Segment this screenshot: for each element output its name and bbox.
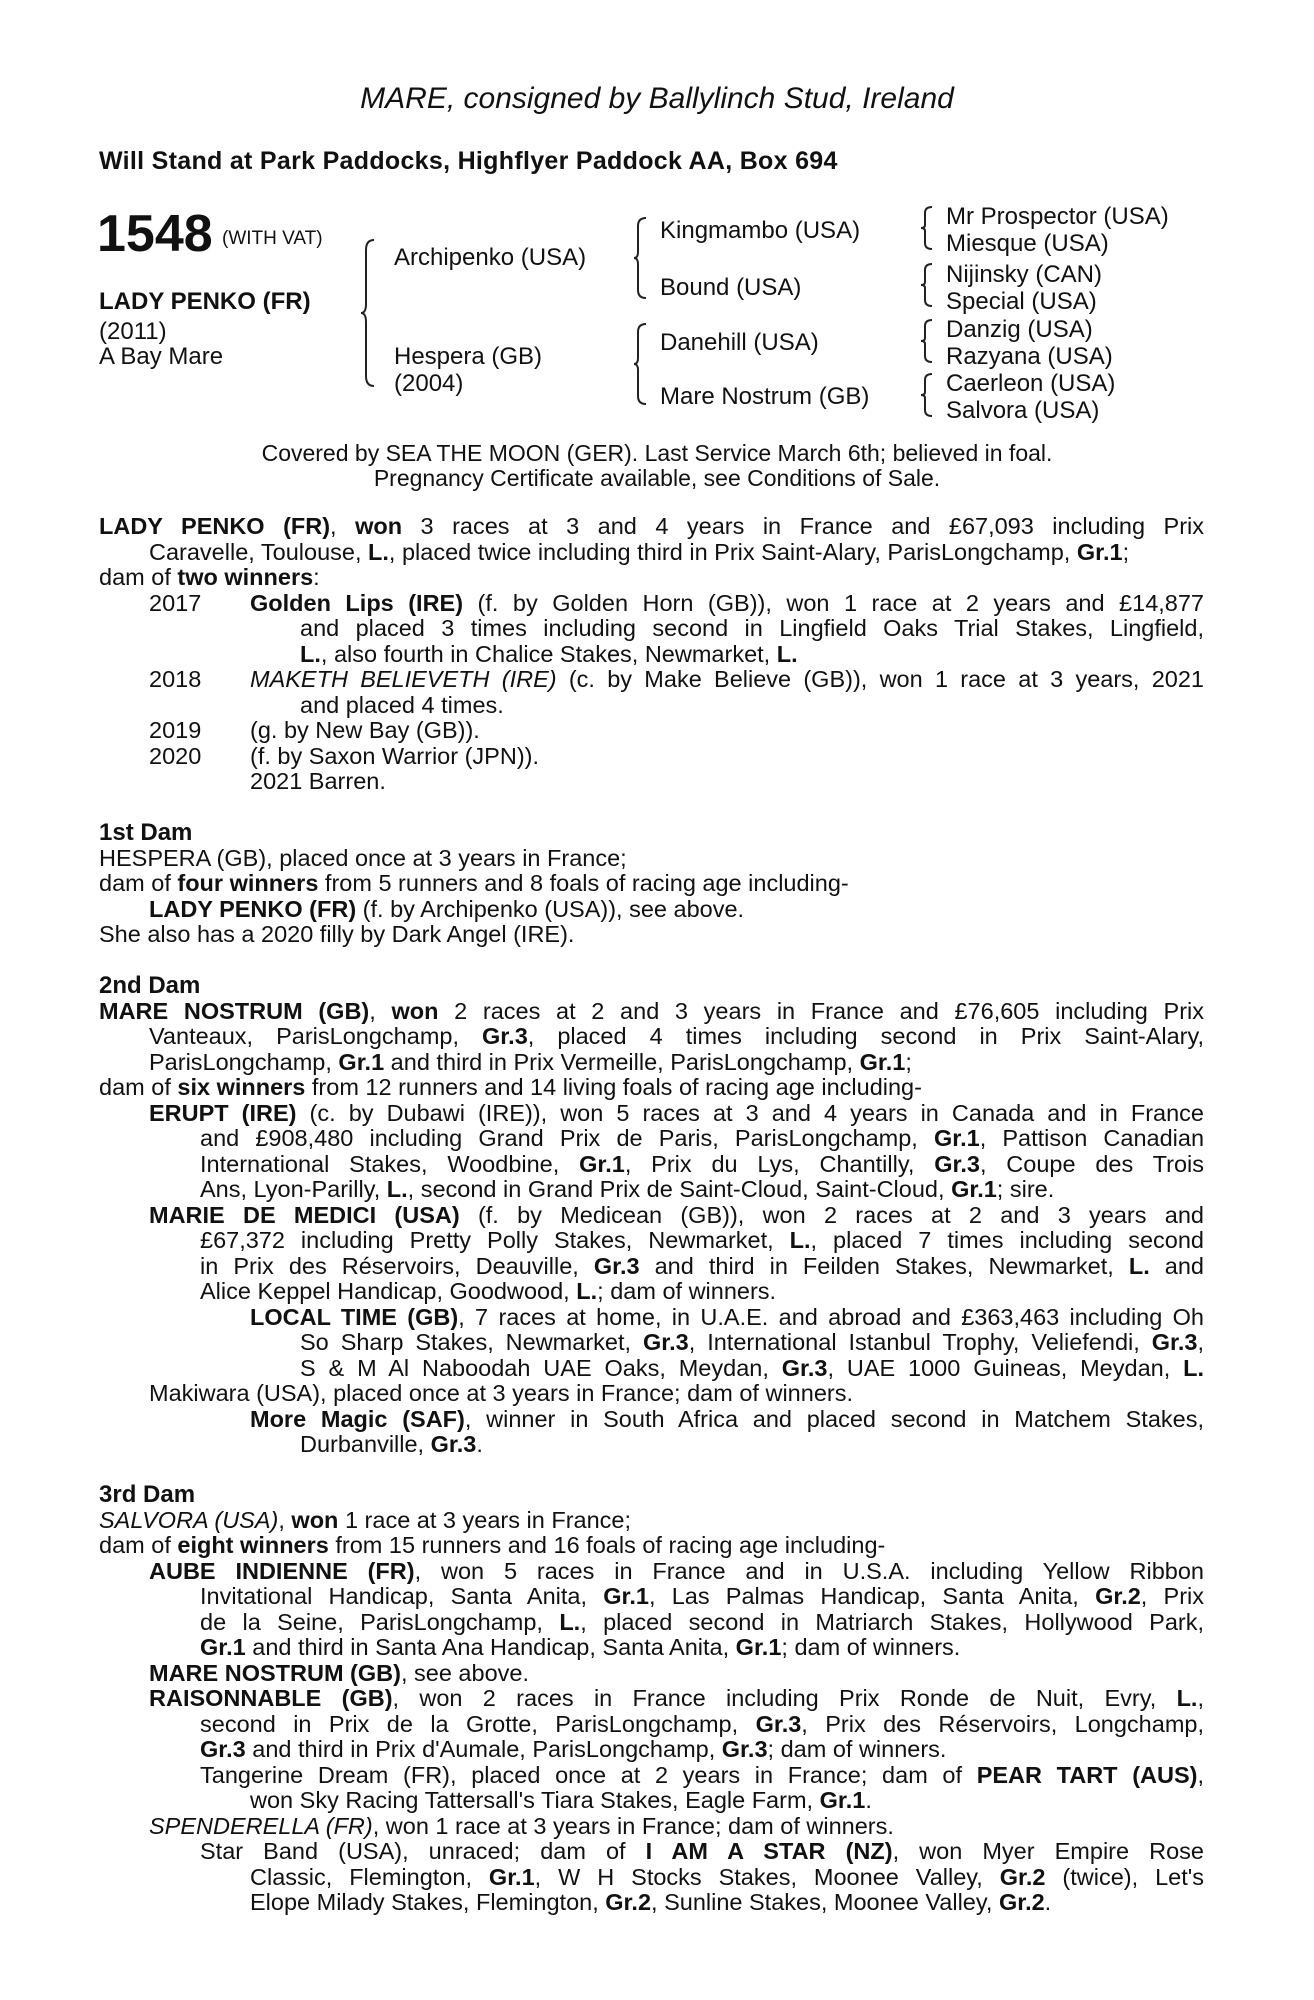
text-span: Gr.3 <box>1151 1329 1198 1355</box>
pedigree-brace-g3-1 <box>920 205 934 251</box>
text-span: and third in Prix d'Aumale, ParisLongchamp, <box>245 1736 722 1762</box>
text-span: , see above. <box>400 1659 529 1686</box>
pedigree-dam: Hespera (GB) <box>394 343 543 370</box>
text-span: L. <box>1183 1354 1204 1381</box>
text-span: (c. by Make Believe (GB)), won 1 race at 3 years, 2021 <box>556 666 1204 692</box>
text-span <box>200 1610 1204 1636</box>
text-span <box>300 1330 1204 1356</box>
text-span: Gr.1 <box>488 1863 535 1890</box>
text-line: Makiwara (USA), placed once at 3 years in France; dam of winners. <box>149 1380 853 1406</box>
text-span <box>200 1152 1204 1178</box>
text-span: Gr.3 <box>200 1736 246 1762</box>
pedigree-dam-year: (2004) <box>394 370 464 397</box>
text-span: , also fourth in Chalice Stakes, Newmarket, <box>320 640 777 667</box>
text-span: LADY PENKO (FR) <box>149 895 357 922</box>
text-line <box>250 591 1204 617</box>
pedigree-gen3-2: Miesque (USA) <box>946 230 1109 257</box>
text-span: Gr.2 <box>1095 1583 1141 1609</box>
horse-name-ref: LADY PENKO (FR) <box>99 513 331 539</box>
text-span: L. <box>386 1176 408 1202</box>
text-line <box>250 1407 1204 1433</box>
text-line <box>149 1203 1204 1229</box>
text-span: MARE NOSTRUM (GB) <box>99 997 370 1024</box>
text-line <box>200 1152 1204 1178</box>
text-span: de la Seine, ParisLongchamp, <box>200 1608 560 1635</box>
text-line <box>250 1890 1051 1916</box>
text-span: Gr.2 <box>605 1889 652 1915</box>
stand-location: Will Stand at Park Paddocks, Highflyer Paddock AA, Box 694 <box>99 147 838 175</box>
text-span: , winner in South Africa and placed second in Matchem Stakes, <box>464 1405 1204 1432</box>
text-span: , <box>1197 1329 1204 1355</box>
text-span: . <box>1044 1889 1052 1915</box>
text-span: Gr.1 <box>1076 538 1123 565</box>
text-span: ERUPT (IRE) <box>149 1099 297 1126</box>
text-line <box>300 642 798 668</box>
text-span: 3 races at 3 and 4 years in France and £67,093 including Prix <box>420 513 1205 539</box>
text-span: Durbanville, <box>300 1431 431 1457</box>
text-span: Ans, Lyon-Parilly, <box>200 1176 387 1202</box>
produce-year: 2018 <box>149 666 202 692</box>
pedigree-gen3-6: Razyana (USA) <box>946 343 1113 370</box>
text-line <box>300 1432 483 1458</box>
text-span: RAISONNABLE (GB) <box>149 1685 393 1711</box>
text-span: (f. by Medicean (GB)), won 2 races at 2 and 3 years and <box>459 1201 1204 1228</box>
text-span: SALVORA (USA) <box>99 1506 279 1533</box>
text-line <box>200 1839 1204 1865</box>
text-span: ; sire. <box>996 1176 1055 1202</box>
text-span: , placed twice including third in Prix Saint-Alary, ParisLongchamp, <box>388 538 1077 565</box>
text-span: Gr.3 <box>593 1252 640 1279</box>
text-span: (f. by Archipenko (USA)), see above. <box>356 895 745 922</box>
text-span: MARE NOSTRUM (GB), won 2 races at 2 and 3 years in France and £76,605 including Prix <box>99 997 1205 1024</box>
text-span: ; <box>905 1048 912 1075</box>
text-span: 2 races at 2 and 3 years in France and £76,605 including Prix <box>438 997 1205 1024</box>
text-span: 1 race at 3 years in France; <box>338 1506 632 1533</box>
text-span: (f. by Golden Horn (GB)), won 1 race at 2 years and £14,877 <box>463 589 1204 616</box>
text-span: Gr.1 <box>579 1150 625 1177</box>
text-span <box>200 1763 1204 1789</box>
text-span: S & M Al Naboodah UAE Oaks, Meydan, <box>300 1354 782 1381</box>
text-span <box>200 1839 1204 1865</box>
text-span: from 5 runners and 8 foals of racing age including- <box>318 870 849 896</box>
text-line <box>99 565 320 591</box>
text-line <box>149 1814 894 1840</box>
produce-year: 2017 <box>149 589 202 616</box>
text-line <box>200 1126 1204 1152</box>
text-span: from 12 runners and 14 living foals of racing age including- <box>305 1074 922 1100</box>
pregnancy-note: Pregnancy Certificate available, see Conditions of Sale. <box>373 465 941 491</box>
text-span: and £908,480 including Grand Prix de Paris, ParisLongchamp, <box>200 1125 934 1151</box>
produce-year: 2019 <box>149 717 202 743</box>
text-span: , 7 races at home, in U.A.E. and abroad and £363,463 including Oh <box>458 1303 1204 1330</box>
text-span: Gr.3 <box>721 1736 768 1762</box>
pedigree-brace-main <box>360 238 378 388</box>
text-span: , Prix des Réservoirs, Longchamp, <box>801 1710 1204 1737</box>
text-span: Gr.3 <box>482 1023 528 1049</box>
text-line: She also has a 2020 filly by Dark Angel (IRE). <box>99 921 575 947</box>
section-heading: 1st Dam <box>99 819 193 846</box>
text-line <box>149 1050 912 1076</box>
text-span: won <box>391 997 439 1024</box>
page-title: MARE, consigned by Ballylinch Stud, Ireland <box>360 82 954 115</box>
pedigree-gen3-3: Nijinsky (CAN) <box>946 261 1102 288</box>
text-span <box>200 1584 1204 1610</box>
text-span: , <box>278 1506 292 1533</box>
text-span: dam of <box>99 564 178 590</box>
text-span: Tangerine Dream (FR), placed once at 2 years in France; dam of <box>200 1761 977 1788</box>
text-span: Alice Keppel Handicap, Goodwood, <box>200 1278 577 1304</box>
text-span: Invitational Handicap, Santa Anita, <box>200 1583 604 1609</box>
text-line <box>200 1737 946 1763</box>
text-span: £67,372 including Pretty Polly Stakes, Newmarket, <box>200 1227 790 1253</box>
text-line <box>250 667 1204 693</box>
text-line: and placed 4 times. <box>300 691 504 718</box>
horse-name: LADY PENKO (FR) <box>99 288 311 315</box>
text-line: (f. by Saxon Warrior (JPN)). <box>250 742 539 769</box>
text-span: and third in Prix Vermeille, ParisLongchamp, <box>384 1048 860 1075</box>
text-span <box>149 1024 1204 1050</box>
text-line <box>250 1865 1204 1891</box>
text-span: , W H Stocks Stakes, Moonee Valley, <box>534 1863 1000 1890</box>
text-span: (twice), Let's <box>1045 1863 1204 1890</box>
covering-note: Covered by SEA THE MOON (GER). Last Service March 6th; believed in foal. <box>261 440 1053 466</box>
text-span: (c. by Dubawi (IRE)), won 5 races at 3 and 4 years in Canada and in France <box>296 1099 1204 1126</box>
section-heading: 2nd Dam <box>99 972 201 999</box>
text-span: L. <box>368 538 389 565</box>
pedigree-brace-g3-2 <box>920 262 934 308</box>
text-span: won Sky Racing Tattersall's Tiara Stakes, Eagle Farm, <box>250 1787 820 1813</box>
text-span: AUBE INDIENNE (FR) <box>149 1557 415 1584</box>
text-line <box>149 540 1129 566</box>
text-span <box>250 1865 1204 1891</box>
text-line <box>99 1508 631 1534</box>
produce-year: 2020 <box>149 742 202 769</box>
pedigree-gen3-5: Danzig (USA) <box>946 316 1093 343</box>
text-span: ParisLongchamp, <box>149 1048 339 1075</box>
text-line <box>149 1559 1204 1585</box>
vat-note: (WITH VAT) <box>222 228 323 249</box>
text-span <box>200 1712 1204 1738</box>
text-line <box>200 1228 1204 1254</box>
produce-name: Golden Lips (IRE) <box>250 589 464 616</box>
text-line <box>200 1635 960 1661</box>
text-span: Gr.3 <box>430 1431 477 1457</box>
text-line <box>200 1610 1204 1636</box>
text-span: , International Istanbul Trophy, Veliefendi, <box>688 1329 1152 1355</box>
text-span: L. <box>789 1227 811 1253</box>
text-span <box>250 667 1204 693</box>
text-span: , won 5 races in France and in U.S.A. including Yellow Ribbon <box>414 1557 1204 1584</box>
text-line <box>200 1254 1204 1280</box>
pedigree-gen3-4: Special (USA) <box>946 288 1097 315</box>
text-span: MARE NOSTRUM (GB) <box>149 1659 401 1686</box>
pedigree-sire: Archipenko (USA) <box>394 244 587 271</box>
text-span: Gr.1 <box>338 1048 385 1075</box>
text-span: second in Prix de la Grotte, ParisLongchamp, <box>200 1710 756 1737</box>
text-span: two winners <box>177 564 314 590</box>
text-line <box>300 1330 1204 1356</box>
text-span: , placed 7 times including second <box>810 1227 1204 1253</box>
text-span: SPENDERELLA (FR) <box>149 1812 373 1839</box>
pedigree-gen2-4: Mare Nostrum (GB) <box>660 383 870 410</box>
text-line <box>300 1356 1204 1382</box>
text-span: Vanteaux, ParisLongchamp, <box>149 1023 483 1049</box>
text-span: , Sunline Stakes, Moonee Valley, <box>651 1889 999 1915</box>
text-span: and third in Feilden Stakes, Newmarket, <box>639 1252 1129 1279</box>
text-span: , Las Palmas Handicap, Santa Anita, <box>648 1583 1096 1609</box>
horse-description: A Bay Mare <box>99 343 224 370</box>
text-span: . <box>865 1787 872 1813</box>
text-span: and <box>1149 1252 1204 1279</box>
text-span: L. <box>1128 1252 1150 1279</box>
text-span <box>200 1254 1204 1280</box>
text-line <box>149 1661 529 1687</box>
pedigree-gen3-1: Mr Prospector (USA) <box>946 203 1169 230</box>
text-span: L. <box>576 1278 598 1304</box>
pedigree-gen2-1: Kingmambo (USA) <box>660 217 861 244</box>
text-span <box>200 1126 1204 1152</box>
text-span <box>149 1101 1204 1127</box>
pedigree-brace-g3-4 <box>920 372 934 418</box>
text-span: , placed second in Matriarch Stakes, Hollywood Park, <box>580 1608 1204 1635</box>
text-span: L. <box>559 1608 581 1635</box>
text-span <box>250 1407 1204 1433</box>
text-line <box>200 1177 1054 1203</box>
text-span: and placed 3 times including second in Lingfield Oaks Trial Stakes, Lingfield, <box>300 615 1204 641</box>
text-span: Gr.1 <box>951 1176 997 1202</box>
text-span: LADY PENKO (FR), won 3 races at 3 and 4 years in France and £67,093 including Prix <box>99 513 1205 539</box>
text-span: Gr.3 <box>934 1150 980 1177</box>
text-span: MARIE DE MEDICI (USA) <box>149 1201 460 1228</box>
text-span: L. <box>1176 1685 1198 1711</box>
text-span: Star Band (USA), unraced; dam of <box>200 1838 646 1864</box>
text-line <box>200 1712 1204 1738</box>
text-span: LOCAL TIME (GB) <box>250 1303 459 1330</box>
text-span: , <box>1197 1761 1204 1788</box>
pedigree-gen2-3: Danehill (USA) <box>660 329 819 356</box>
text-span: PEAR TART (AUS) <box>976 1761 1198 1788</box>
pedigree-gen3-8: Salvora (USA) <box>946 397 1100 424</box>
text-line <box>300 616 1204 642</box>
text-span: Caravelle, Toulouse, <box>149 538 369 565</box>
text-span: won <box>291 1506 339 1533</box>
produce-name: MAKETH BELIEVETH (IRE) <box>250 666 557 692</box>
text-line <box>99 999 1204 1025</box>
text-span: Gr.1 <box>735 1634 782 1660</box>
text-span <box>149 1686 1204 1712</box>
text-line <box>99 1075 922 1101</box>
text-span: Gr.1 <box>859 1048 906 1075</box>
text-span: won <box>355 513 403 539</box>
text-span: , placed 4 times including second in Prix Saint-Alary, <box>527 1023 1204 1049</box>
text-span <box>149 1203 1204 1229</box>
text-line: 2021 Barren. <box>250 768 386 794</box>
text-span: Gr.1 <box>933 1125 980 1151</box>
text-span: in Prix des Réservoirs, Deauville, <box>200 1252 594 1279</box>
pedigree-brace-sire <box>633 216 649 300</box>
lot-number: 1548 <box>97 205 213 263</box>
text-span <box>200 1228 1204 1254</box>
text-span: , Pattison Canadian <box>979 1125 1205 1151</box>
text-line <box>149 1101 1204 1127</box>
text-line: (g. by New Bay (GB)). <box>250 717 480 743</box>
text-span: International Stakes, Woodbine, <box>200 1150 580 1177</box>
text-span: Gr.2 <box>998 1889 1045 1915</box>
text-span: , won 1 race at 3 years in France; dam of winners. <box>372 1812 894 1839</box>
text-span: four winners <box>177 870 319 896</box>
text-span: : <box>313 564 320 590</box>
pedigree-brace-g3-3 <box>920 318 934 364</box>
text-span: Gr.2 <box>999 1863 1046 1890</box>
text-span: , <box>1197 1685 1204 1711</box>
text-span: dam of <box>99 870 178 896</box>
text-line <box>200 1584 1204 1610</box>
text-span <box>149 1559 1204 1585</box>
text-line <box>99 871 849 897</box>
text-line <box>149 1024 1204 1050</box>
text-span: L. <box>776 640 798 667</box>
text-line <box>99 1533 885 1559</box>
text-span: Gr.1 <box>200 1634 246 1660</box>
text-span: eight winners <box>177 1532 329 1558</box>
pedigree-gen2-2: Bound (USA) <box>660 274 802 301</box>
text-span: and third in Santa Ana Handicap, Santa Anita, <box>245 1634 736 1660</box>
text-span: dam of <box>99 1074 178 1100</box>
text-span: from 15 runners and 16 foals of racing age including- <box>328 1532 886 1558</box>
text-span: L. <box>300 640 321 667</box>
pedigree-brace-dam <box>633 322 649 406</box>
text-span <box>250 591 1204 617</box>
text-line <box>99 514 1204 540</box>
text-span: Gr.3 <box>781 1354 828 1381</box>
text-span: ; dam of winners. <box>781 1634 961 1660</box>
text-span: More Magic (SAF) <box>250 1405 465 1432</box>
foaling-year: (2011) <box>99 318 167 345</box>
text-span: , UAE 1000 Guineas, Meydan, <box>827 1354 1184 1381</box>
text-span: six winners <box>177 1074 306 1100</box>
text-span: ; <box>1122 538 1130 565</box>
text-span: , won 2 races in France including Prix Ronde de Nuit, Evry, <box>392 1685 1177 1711</box>
text-line <box>250 1305 1204 1331</box>
pedigree-gen3-7: Caerleon (USA) <box>946 370 1116 397</box>
text-span: Gr.3 <box>755 1710 802 1737</box>
text-line <box>149 897 744 923</box>
text-line <box>200 1763 1204 1789</box>
text-span: Gr.1 <box>819 1787 866 1813</box>
text-span: , won Myer Empire Rose <box>892 1838 1204 1864</box>
text-line <box>200 1279 776 1305</box>
text-span: , Coupe des Trois <box>979 1150 1204 1177</box>
text-span: . <box>476 1431 483 1457</box>
text-span: So Sharp Stakes, Newmarket, <box>300 1329 643 1355</box>
text-span: Elope Milady Stakes, Flemington, <box>250 1889 606 1915</box>
text-span: ; dam of winners. <box>767 1736 947 1762</box>
text-span: , Prix <box>1140 1583 1205 1609</box>
text-span: Gr.1 <box>603 1583 649 1609</box>
text-line <box>250 1788 872 1814</box>
text-span: dam of <box>99 1532 178 1558</box>
text-line: HESPERA (GB), placed once at 3 years in France; <box>99 844 627 871</box>
text-line <box>149 1686 1204 1712</box>
text-span: , Prix du Lys, Chantilly, <box>624 1150 935 1177</box>
text-span: , second in Grand Prix de Saint-Cloud, Saint-Cloud, <box>407 1176 952 1202</box>
text-span: Gr.3 <box>642 1329 689 1355</box>
text-span <box>300 1356 1204 1382</box>
text-span <box>250 1305 1204 1331</box>
text-span: I AM A STAR (NZ) <box>645 1838 893 1864</box>
section-heading: 3rd Dam <box>99 1481 196 1508</box>
text-span: Classic, Flemington, <box>250 1863 489 1890</box>
text-span: ; dam of winners. <box>597 1278 777 1304</box>
